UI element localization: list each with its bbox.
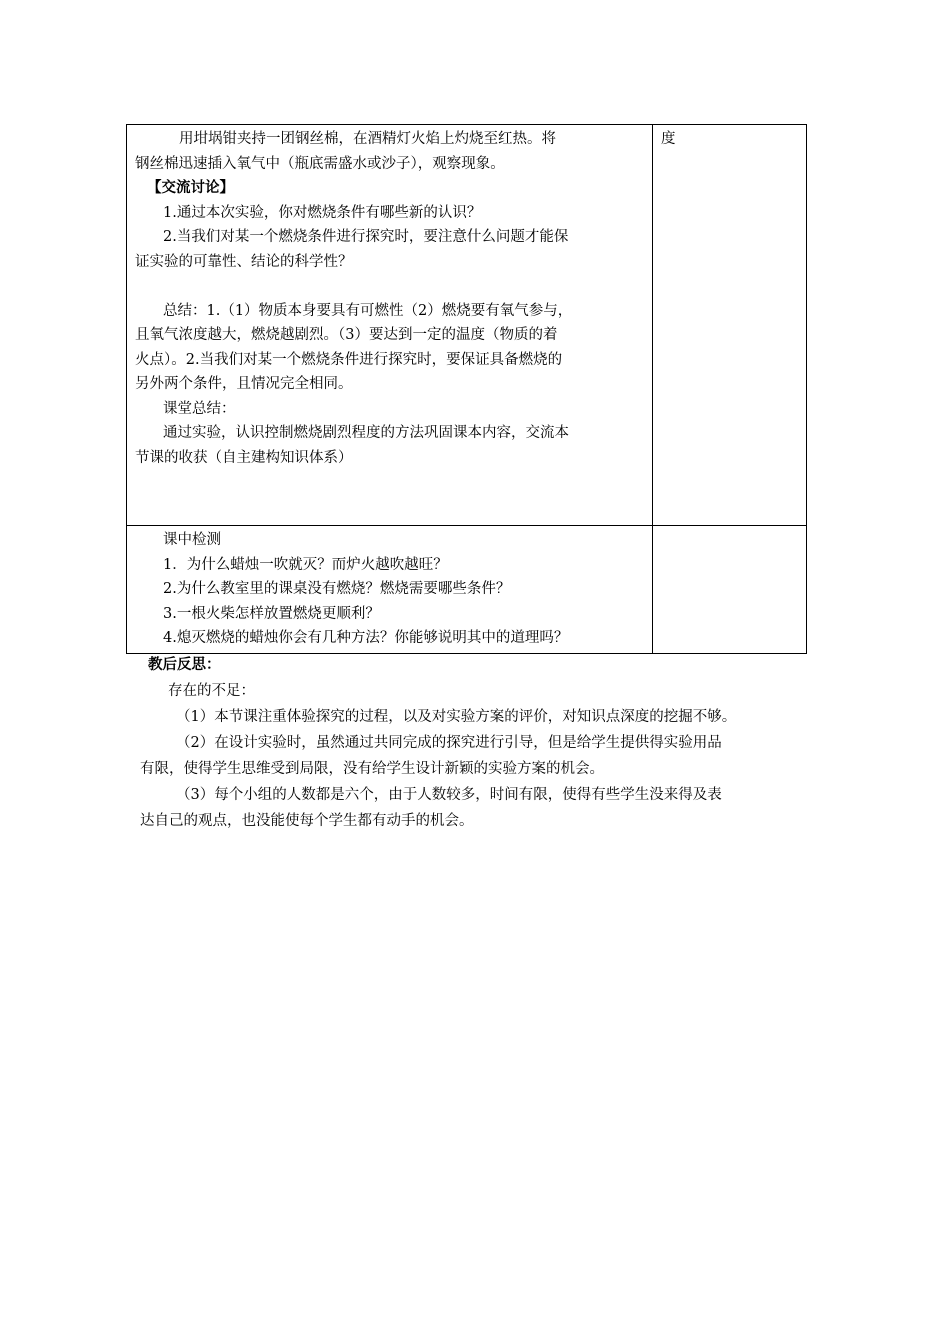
lesson-plan-table [126,124,807,654]
discussion-question: 1.通过本次实验，你对燃烧条件有哪些新的认识？ [163,204,482,221]
summary-line: 另外两个条件，且情况完全相同。 [135,376,353,392]
reflection-paragraph: （2）在设计实验时，虽然通过共同完成的探究进行引导，但是给学生提供得实验用品 [176,735,722,751]
test-question: 1．为什么蜡烛一吹就灭？而炉火越吹越旺？ [163,556,448,573]
blank-line [135,274,644,299]
side-note: 度 [661,131,676,147]
reflection-heading: 教后反思： [148,657,221,673]
discussion-heading: 【交流讨论】 [147,180,234,196]
discussion-question: 2.当我们对某一个燃烧条件进行探究时，要注意什么问题才能保 [163,229,569,245]
test-question: 2.为什么教室里的课桌没有燃烧？燃烧需要哪些条件？ [163,581,511,597]
class-summary-line: 节课的收获（自主建构知识体系） [135,449,353,466]
activity-cell [127,125,653,526]
reflection-paragraph: （1）本节课注重体验探究的过程，以及对实验方案的评价，对知识点深度的挖掘不够。 [176,709,737,725]
summary-line: 总结：1.（1）物质本身要具有可燃性（2）燃烧要有氧气参与， [163,302,573,319]
design-intent-cell [653,125,807,526]
reflection-paragraph-cont: 有限，使得学生思维受到局限，没有给学生设计新颖的实验方案的机会。 [140,761,604,777]
reflection-paragraph-cont: 达自己的观点，也没能使每个学生都有动手的机会。 [140,813,474,829]
empty-side-cell [653,526,807,654]
discussion-question: 证实验的可靠性、结论的科学性？ [135,253,353,270]
test-question: 4.熄灭燃烧的蜡烛你会有几种方法？你能够说明其中的道理吗？ [163,630,569,646]
experiment-text-line: 用坩埚钳夹持一团钢丝棉，在酒精灯火焰上灼烧至红热。将 [179,131,556,147]
test-question: 3.一根火柴怎样放置燃烧更顺利？ [163,605,380,622]
shortcomings-heading: 存在的不足： [168,683,255,699]
reflection-paragraph: （3）每个小组的人数都是六个，由于人数较多，时间有限，使得有些学生没来得及表 [176,787,722,803]
class-summary-line: 通过实验，认识控制燃烧剧烈程度的方法巩固课本内容，交流本 [163,425,569,441]
summary-line: 且氧气浓度越大，燃烧越剧烈。（3）要达到一定的温度（物质的着 [135,327,558,343]
summary-line: 火点）。2.当我们对某一个燃烧条件进行探究时，要保证具备燃烧的 [135,351,563,368]
experiment-text-line: 钢丝棉迅速插入氧气中（瓶底需盛水或沙子），观察现象。 [135,155,505,172]
class-summary-heading: 课堂总结： [163,400,236,417]
in-class-test-cell [127,526,653,654]
table-row [127,526,807,654]
in-class-test-heading: 课中检测 [163,532,221,548]
reflection-section [140,652,810,834]
table-row [127,125,807,526]
